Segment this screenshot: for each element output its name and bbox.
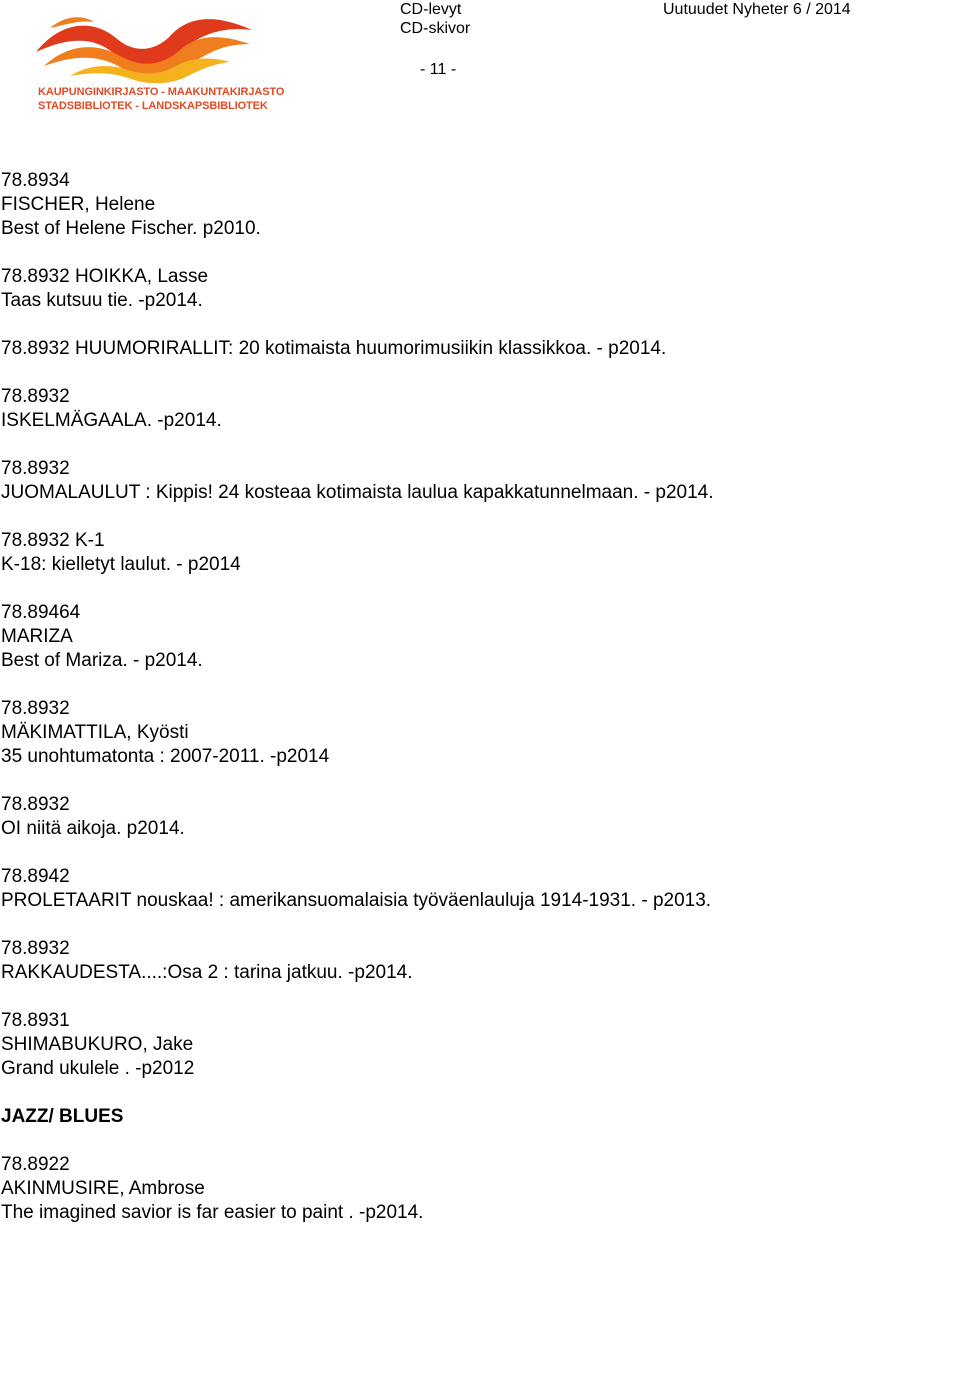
catalog-entries — [1, 169, 951, 1249]
entry-text-line: Best of Mariza. - p2014. — [1, 650, 203, 671]
entry-classification: 78.8932 HOIKKA, Lasse — [1, 266, 209, 287]
entry-text-line: Taas kutsuu tie. -p2014. — [1, 290, 203, 311]
entry-classification: 78.8932 K-1 — [1, 530, 105, 551]
logo-text-line1: KAUPUNGINKIRJASTO - MAAKUNTAKIRJASTO — [38, 86, 285, 98]
entry-classification: 78.8932 — [1, 794, 70, 815]
entry-text-line: PROLETAARIT nouskaa! : amerikansuomalaisia työväenlauluja 1914-1931. - p2013. — [1, 890, 712, 911]
catalog-entry — [1, 1009, 951, 1081]
entry-classification: 78.8932 HUUMORIRALLIT: 20 kotimaista huumorimusiikin klassikkoa. - p2014. — [1, 338, 667, 359]
catalog-entry — [1, 601, 951, 673]
page-number: - 11 - — [420, 61, 457, 78]
entry-classification: 78.8932 — [1, 698, 70, 719]
entry-text-line: RAKKAUDESTA....:Osa 2 : tarina jatkuu. -p2014. — [1, 962, 413, 983]
header-category-sv: CD-skivor — [400, 20, 471, 37]
section-heading: JAZZ/ BLUES — [1, 1106, 124, 1127]
catalog-entry — [1, 265, 951, 313]
catalog-entry — [1, 457, 951, 505]
catalog-entry — [1, 337, 951, 361]
entry-classification: 78.89464 — [1, 602, 81, 623]
entry-text-line: The imagined savior is far easier to paint . -p2014. — [1, 1202, 424, 1223]
entry-classification: 78.8922 — [1, 1154, 70, 1175]
catalog-entry — [1, 697, 951, 769]
catalog-entry — [1, 865, 951, 913]
entries-list — [1, 169, 951, 1081]
entry-classification: 78.8932 — [1, 938, 70, 959]
catalog-entry — [1, 169, 951, 241]
header-category-fi: CD-levyt — [400, 1, 462, 18]
header-issue: Uutuudet Nyheter 6 / 2014 — [663, 1, 851, 18]
catalog-entry — [1, 529, 951, 577]
entry-text-line: MÄKIMATTILA, Kyösti — [1, 722, 189, 743]
entry-classification: 78.8932 — [1, 386, 70, 407]
entry-text-line: OI niitä aikoja. p2014. — [1, 818, 185, 839]
entry-text-line: SHIMABUKURO, Jake — [1, 1034, 194, 1055]
wave-logo-icon — [30, 8, 260, 86]
catalog-entry — [1, 937, 951, 985]
logo-text-line2: STADSBIBLIOTEK - LANDSKAPSBIBLIOTEK — [38, 100, 268, 112]
catalog-entry — [1, 793, 951, 841]
library-logo — [30, 8, 285, 114]
entry-text-line: AKINMUSIRE, Ambrose — [1, 1178, 205, 1199]
catalog-entry — [1, 385, 951, 433]
entry-text-line: 35 unohtumatonta : 2007-2011. -p2014 — [1, 746, 330, 767]
entry-text-line: Best of Helene Fischer. p2010. — [1, 218, 261, 239]
entry-text-line: ISKELMÄGAALA. -p2014. — [1, 410, 222, 431]
entry-text-line: FISCHER, Helene — [1, 194, 156, 215]
entry-text-line: Grand ukulele . -p2012 — [1, 1058, 195, 1079]
entry-text-line: JUOMALAULUT : Kippis! 24 kosteaa kotimaista laulua kapakkatunnelmaan. - p2014. — [1, 482, 714, 503]
catalog-entry — [1, 1153, 951, 1225]
entry-text-line: MARIZA — [1, 626, 73, 647]
entry-text-line: K-18: kielletyt laulut. - p2014 — [1, 554, 241, 575]
section-entries-list — [1, 1153, 951, 1225]
entry-classification: 78.8932 — [1, 458, 70, 479]
entry-classification: 78.8942 — [1, 866, 70, 887]
entry-classification: 78.8931 — [1, 1010, 70, 1031]
entry-classification: 78.8934 — [1, 170, 70, 191]
